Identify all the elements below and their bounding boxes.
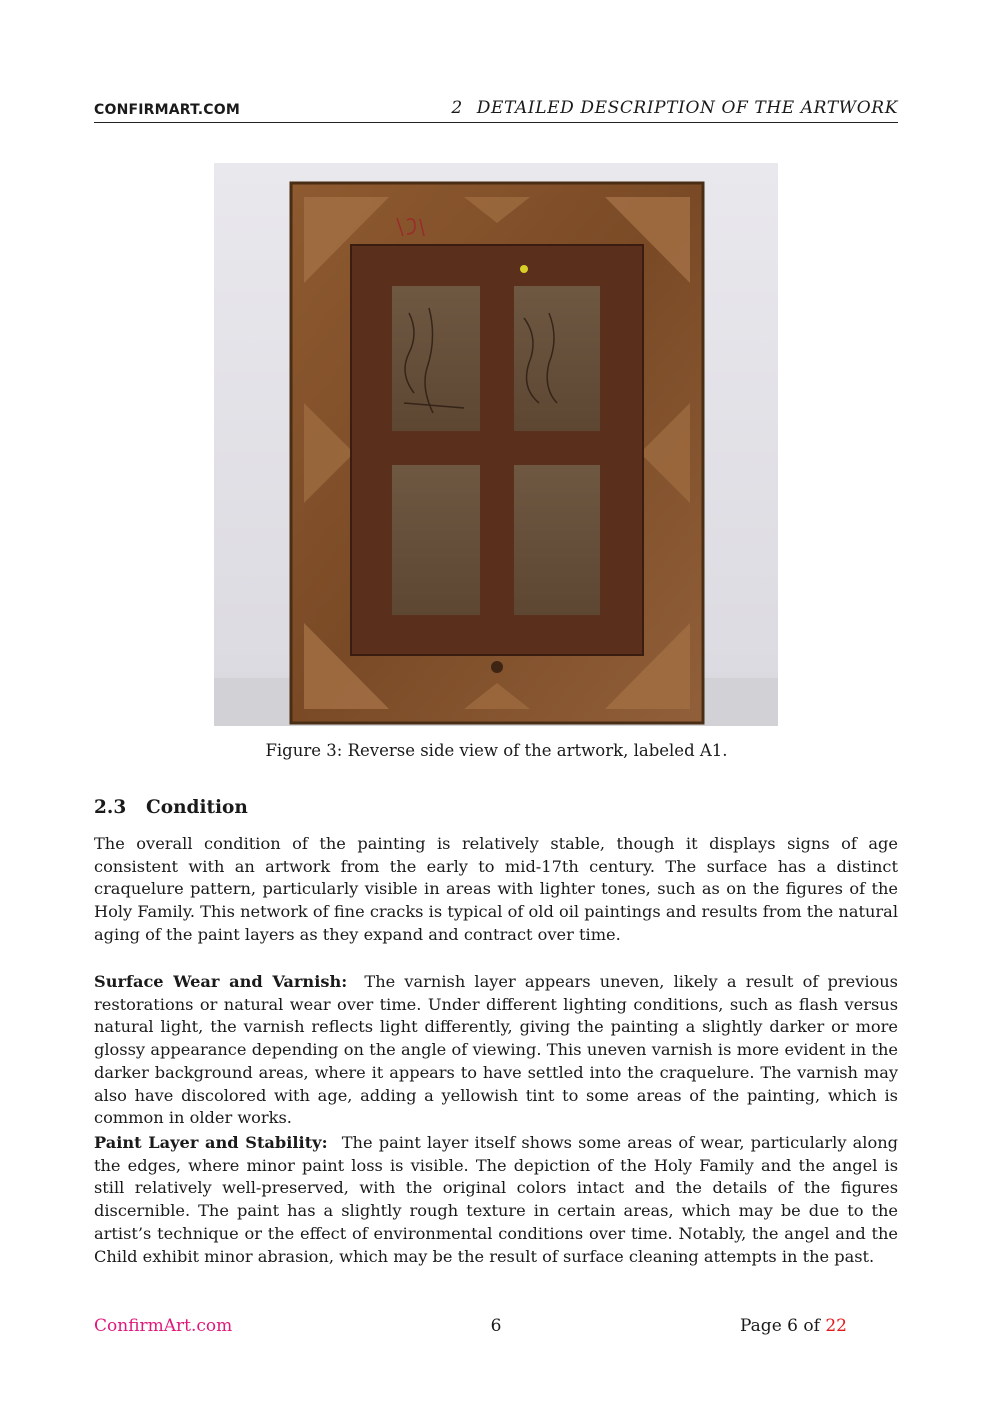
paragraph-heading-paint-layer: Paint Layer and Stability: <box>94 1133 328 1152</box>
yellow-label <box>520 265 528 273</box>
running-header-section-number: 2 <box>451 98 463 118</box>
logo: CONFIRMART.COM <box>94 102 241 118</box>
hanger-ring <box>491 661 503 673</box>
artwork-reverse-photo <box>214 163 778 726</box>
page-header <box>94 96 898 123</box>
paragraph-surface-wear <box>94 971 898 1130</box>
footer-page-number: 6 <box>490 1316 502 1336</box>
paragraph-body-surface-wear: The varnish layer appears uneven, likely a result of previous restorations or natural wear over time. Under different lighting conditions, such as flash versus natural light, the varnish reflects light differently, giving the painting a slightly darker or more glossy appearance depending on the angle of viewing. This uneven varnish is more evident in the darker background areas, where it appears to have settled into the craquelure. The varnish may also have discolored with age, adding a yellowish tint to some areas of the painting, which is common in older works. <box>94 972 898 1128</box>
running-header <box>451 98 898 118</box>
canvas-pane-top-left <box>392 286 480 431</box>
footer-page-prefix: Page 6 of <box>740 1316 820 1336</box>
canvas-pane-bottom-right <box>514 465 600 615</box>
paragraph-heading-surface-wear: Surface Wear and Varnish: <box>94 972 348 991</box>
canvas-pane-bottom-left <box>392 465 480 615</box>
figure-caption: Figure 3: Reverse side view of the artwork, labeled A1. <box>265 741 728 760</box>
section-number: 2.3 <box>94 797 127 818</box>
paragraph-paint-layer <box>94 1132 898 1268</box>
paragraph-overall-condition: The overall condition of the painting is relatively stable, though it displays signs of age consistent with an artwork from the early to mid-17th century. The surface has a distinct craquelure pattern, particularly visible in areas with lighter tones, such as on the figures of the Holy Family. This network of fine cracks is typical of old oil paintings and results from the natural aging of the paint layers as they expand and contract over time. <box>94 834 898 944</box>
section-heading <box>94 797 248 818</box>
footer-page-count <box>740 1316 847 1336</box>
paragraph-body-paint-layer: The paint layer itself shows some areas of wear, particularly along the edges, where minor paint loss is visible. The depiction of the Holy Family and the angel is still relatively well-preserved, with the original colors intact and the details of the figures discernible. The paint has a slightly rough texture in certain areas, which may be due to the artist’s technique or the effect of environmental conditions over time. Notably, the angel and the Child exhibit minor abrasion, which may be the result of surface cleaning attempts in the past. <box>94 1133 898 1266</box>
running-header-title: DETAILED DESCRIPTION OF THE ARTWORK <box>476 98 898 118</box>
section-title: Condition <box>146 797 248 818</box>
footer-site-link[interactable]: ConfirmArt.com <box>94 1316 233 1336</box>
footer-page-total-link[interactable]: 22 <box>825 1316 847 1336</box>
canvas-pane-top-right <box>514 286 600 431</box>
